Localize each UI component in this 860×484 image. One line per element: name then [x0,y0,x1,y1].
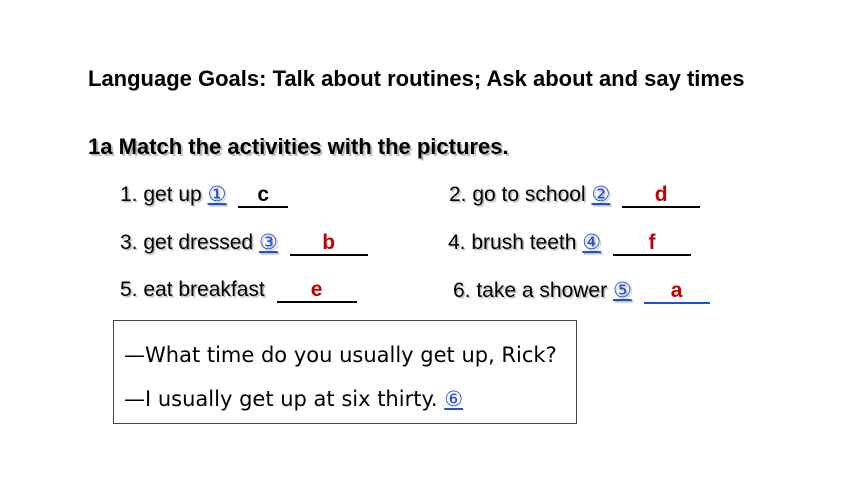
activity-label: 4. brush teeth [448,231,577,254]
answer-blank: f [613,232,691,256]
picture-link-1[interactable]: ① [207,183,227,206]
activity-label: 3. get dressed [120,231,254,254]
picture-link-4[interactable]: ④ [582,231,602,254]
activity-item-2 [449,182,700,208]
activity-item-5 [120,278,357,303]
activity-item-4 [448,230,691,256]
activity-label: 6. take a shower [453,279,608,302]
dialog-box [113,320,577,424]
activity-item-1 [120,182,288,208]
dialog-answer-line [124,387,463,411]
picture-link-2[interactable]: ② [591,183,611,206]
answer-blank: c [238,184,288,208]
activity-item-3 [120,230,368,256]
activity-label: 5. eat breakfast [120,278,265,301]
dialog-answer: —I usually get up at six thirty. [124,387,438,411]
language-goals: Language Goals: Talk about routines; Ask about and say times [88,66,745,91]
answer-blank: a [644,280,710,304]
dialog-question: —What time do you usually get up, Rick? [124,343,557,367]
answer-blank: e [277,279,357,303]
activity-label: 1. get up [120,183,202,206]
answer-blank: d [622,184,700,208]
answer-blank: b [290,232,368,256]
section-title: 1a Match the activities with the pictures. [88,134,509,159]
activity-item-6 [453,278,710,304]
picture-link-5[interactable]: ⑤ [612,279,632,302]
picture-link-6[interactable]: ⑥ [444,387,464,411]
picture-link-3[interactable]: ③ [258,231,278,254]
activity-label: 2. go to school [449,183,586,206]
